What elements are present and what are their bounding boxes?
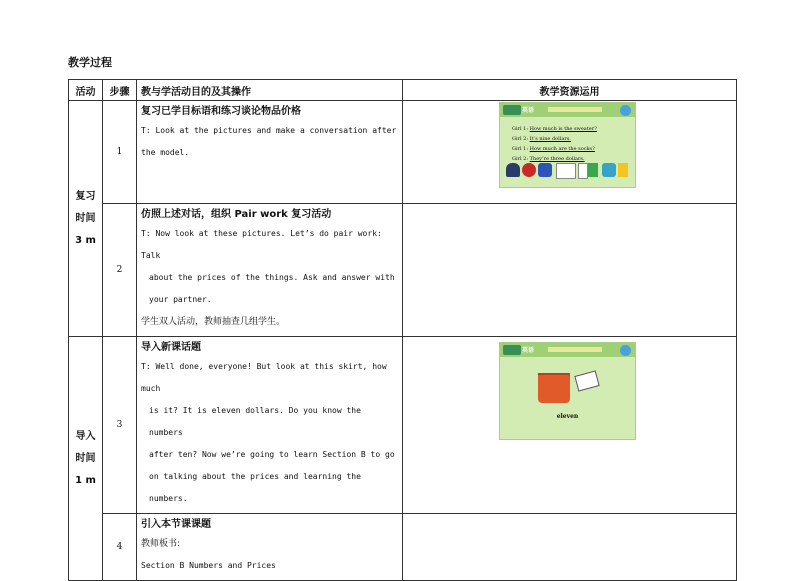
logo-text: 英语	[522, 107, 535, 114]
activity-review	[69, 101, 103, 337]
step-number: 3	[103, 337, 137, 514]
operation-line: after ten? Now we’re going to learn Section B to go	[149, 450, 395, 459]
operation-line: Section B Numbers and Prices	[141, 561, 276, 570]
sweater-icon	[602, 163, 616, 177]
operation-line: 教师板书:	[141, 539, 181, 549]
operation-line: the model.	[141, 148, 190, 157]
resource-cell	[403, 514, 737, 581]
shirt-icon	[556, 163, 576, 179]
hat-icon	[522, 163, 536, 177]
operation-title: 仿照上述对话，组织 Pair work 复习活动	[141, 209, 332, 220]
skirt-icon	[538, 375, 570, 403]
logo-text: 英语	[522, 347, 535, 354]
section-title: 教学过程	[68, 56, 112, 69]
operation-title: 引入本节课课题	[141, 519, 211, 530]
step-number: 1	[103, 101, 137, 204]
header-row	[69, 80, 737, 101]
resource-cell	[403, 337, 737, 514]
operations-cell	[137, 514, 403, 581]
slide-dialogue	[512, 124, 597, 164]
header-operations: 教与学活动目的及其操作	[137, 80, 403, 101]
logo-icon	[503, 345, 521, 355]
skirt-icon	[618, 163, 628, 177]
logo-icon	[503, 105, 521, 115]
header-step: 步骤	[103, 80, 137, 101]
clothing-items	[506, 163, 628, 181]
activity-intro	[69, 337, 103, 581]
operation-title: 导入新课话题	[141, 342, 201, 353]
operations-cell	[137, 337, 403, 514]
operation-line: about the prices of the things. Ask and answer with	[149, 273, 395, 282]
table-row	[69, 101, 737, 204]
operation-line: is it? It is eleven dollars. Do you know the numbers	[149, 406, 361, 437]
price-tag-icon	[574, 370, 599, 391]
header-resources: 教学资源运用	[403, 80, 737, 101]
dialogue-line: Girl 1: How much are the socks?	[512, 146, 595, 152]
operation-title: 复习已学目标语和练习谈论物品价格	[141, 106, 301, 117]
table-row	[69, 514, 737, 581]
operation-line: T: Look at the pictures and make a conversation after	[141, 126, 397, 135]
slide-caption: eleven	[556, 413, 579, 420]
activity-time-label: 时间	[75, 212, 96, 224]
sock-icon	[578, 163, 588, 179]
globe-icon	[620, 345, 631, 356]
bag-icon	[538, 163, 552, 177]
table-row	[69, 204, 737, 337]
banner-strip	[548, 347, 602, 352]
operation-line: on talking about the prices and learning the numbers.	[149, 472, 361, 503]
header-activity: 活动	[69, 80, 103, 101]
step-number: 4	[103, 514, 137, 581]
activity-time-label: 时间	[75, 452, 96, 464]
activity-label: 复习	[75, 190, 96, 202]
dialogue-line: Girl 2: They’re three dollars.	[512, 156, 585, 162]
table-row	[69, 337, 737, 514]
lesson-table	[68, 79, 737, 581]
dialogue-line: Girl 1: How much is the sweater?	[512, 126, 597, 132]
operation-line: T: Now look at these pictures. Let’s do pair work: Talk	[141, 229, 382, 260]
dialogue-line: Girl 2: It’s nine dollars.	[512, 136, 571, 142]
operation-note: 学生双人活动，教师抽查几组学生。	[141, 317, 286, 327]
activity-duration: 3 m	[75, 234, 96, 246]
slide-thumbnail-skirt	[499, 342, 636, 440]
globe-icon	[620, 105, 631, 116]
activity-duration: 1 m	[75, 474, 96, 486]
socks-icon	[588, 163, 598, 177]
step-number: 2	[103, 204, 137, 337]
activity-label: 导入	[75, 430, 96, 442]
resource-cell	[403, 101, 737, 204]
operation-line: T: Well done, everyone! But look at this skirt, how much	[141, 362, 387, 393]
slide-thumbnail-prices	[499, 102, 636, 188]
banner-strip	[548, 107, 602, 112]
cap-icon	[506, 163, 520, 177]
operation-line: your partner.	[149, 295, 212, 304]
resource-cell	[403, 204, 737, 337]
operations-cell	[137, 204, 403, 337]
operations-cell	[137, 101, 403, 204]
